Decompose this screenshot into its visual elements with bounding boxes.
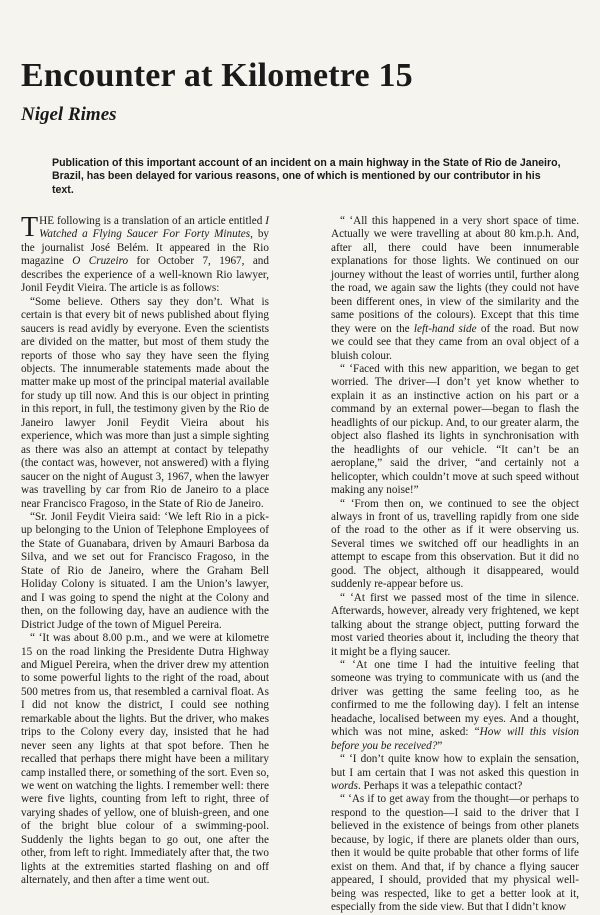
paragraph-10-text-a: “ ‘I don’t quite know how to explain the sensation, but I am certain that I was not asked this question in: [331, 753, 579, 779]
paragraph-8: “ ‘At first we passed most of the time in silence. Afterwards, however, already very frightened, we kept talking about the strange object, putting forward the most varied theories about it, including the theory that it might be a flying saucer.: [331, 591, 579, 658]
paragraph-2: “Some believe. Others say they don’t. What is certain is that every bit of news published about flying saucers is read avidly by everyone. Even the scientists are divided on the matter, but most of them study the reports of those who say they have seen the flying objects. The innumerable statements made about the matter make up most of the principal material available for study up till now. And this is our object in printing in this report, in full, the testimony given by the Rio de Janeiro lawyer Jonil Feydit Vieira about his experience, which was more than just a simple sighting as there was also an attempt at contact by telepathy (the contact was, however, not answered) with a flying saucer on the night of August 3, 1967, when the lawyer was travelling by car from Rio de Janeiro to a place near Francisco Fragoso, in the State of Rio de Janeiro.: [21, 295, 269, 510]
paragraph-9: [331, 659, 579, 753]
paragraph-10-text-b: . Perhaps it was a telepathic contact?: [357, 780, 523, 793]
magazine-name: O Cruzeiro: [72, 255, 129, 268]
paragraph-1-text-b: , by the journalist José Belém. It appeared in the Rio magazine: [21, 228, 270, 268]
article-title: Encounter at Kilometre 15: [21, 57, 413, 94]
paragraph-1-text-a: HE following is a translation of an article entitled: [39, 215, 266, 227]
right-column: [331, 215, 579, 915]
paragraph-6: “ ‘Faced with this new apparition, we began to get worried. The driver—I don’t yet know whether to explain it as an instinctive action on his part or a command by an external power—began to flash the headlights of our pickup. And, to our greater alarm, the object also flashed its lights in synchronisation with the headlights of our vehicle. “It can’t be an aeroplane,” said the driver, “and certainly not a helicopter, which couldn’t move at such speed without making any noise!”: [331, 362, 579, 497]
paragraph-10: [331, 753, 579, 793]
emphasis-words: words: [331, 780, 358, 793]
paragraph-1-text-c: for October 7, 1967, and describes the experience of a well-known Rio lawyer, Jonil Feydit Vieira. The article is as follows:: [21, 255, 269, 295]
paragraph-9-text-a: “ ‘At one time I had the intuitive feeling that someone was trying to communicate with us (and the driver was getting the same feeling too, as he confirmed to me the following day). I felt an intense headache, localised between my eyes. And a thought, which was not mine, asked: “: [331, 658, 579, 739]
telepathic-question: How will this vision before you be received?: [331, 726, 580, 752]
paragraph-1: [21, 212, 270, 296]
paragraph-7: “ ‘From then on, we continued to see the object always in front of us, travelling rapidly from one side of the road to the other as if it were observing us. Several times we switched off our headlights in an attempt to escape from this observation. But it did no good. The object, although it disappeared, would suddenly re-appear before us.: [331, 497, 579, 591]
emphasis-left-hand-side: left-hand side: [413, 322, 477, 335]
drop-cap: T: [21, 212, 39, 243]
paragraph-5-text-a: “ ‘All this happened in a very short space of time. Actually we were travelling at about 80 km.p.h. And, after all, there could have been innumerable explanations for those lights. We continued on our journey without the least of worries until, further along the road, we again saw the lights (they could not have been different ones, in view of the similarity and the same positions of the colours). Except that this time they were on the: [331, 215, 579, 335]
paragraph-4: “ ‘It was about 8.00 p.m., and we were at kilometre 15 on the road linking the Presidente Dutra Highway and Miguel Pereira, when the driver drew my attention to some powerful lights to the right of the road, about 500 metres from us, that resembled a carnival float. As I did not know the district, I could see nothing remarkable about the lights. But the driver, who makes trips to the Colony every day, insisted that he had never seen any lights at that spot before. Then he recalled that perhaps there might have been a military camp installed there, or something of the sort. Even so, we went on watching the lights. I remember well: there were five lights, counting from left to right, three of varying shades of yellow, one of bluish-green, and one of the bright blue colour of a swimming-pool. Suddenly the lights began to go out, one after the other, from left to right. Immediately after that, the two lights at the extremities started flashing on and off alternately, and then after a time went out.: [21, 632, 269, 887]
paragraph-5-text-b: of the road. But now we could see that they came from an oval object of a bluish colour.: [331, 322, 579, 362]
paragraph-11: “ ‘As if to get away from the thought—or perhaps to respond to the question—I said to the driver that I believed in the existence of beings from other planets because, by logic, if there are planets older than ours, then it would be quite probable that other forms of life exist on them. And that, if by chance a flying saucer appeared, I should, provided that my physical well-being was respected, like to get a better look at it, especially from the side view. But that I didn’t know: [331, 793, 579, 914]
left-column: [21, 212, 270, 888]
paragraph-9-text-b: ”: [437, 739, 443, 752]
paragraph-5: [331, 215, 579, 363]
article-title-reference: I Watched a Flying Saucer For Forty Minutes: [39, 215, 269, 241]
paragraph-3: “Sr. Jonil Feydit Vieira said: ‘We left Rio in a pick-up belonging to the Union of Telephone Employees of the State of Guanabara, driven by Amauri Barbosa da Silva, and we set out for Francisco Fragoso, in the State of Rio de Janeiro, where the Graham Bell Holiday Colony is situated. I am the Union’s lawyer, and I was going to spend the night at the Colony and then, on the following day, have an audience with the District Judge of the town of Miguel Pereira.: [21, 510, 269, 631]
intro-standfirst: Publication of this important account of an incident on a main highway in the State of Rio de Janeiro, Brazil, has been delayed for various reasons, one of which is mentioned by our contributor in his text.: [52, 157, 561, 196]
author-byline: Nigel Rimes: [21, 104, 117, 125]
